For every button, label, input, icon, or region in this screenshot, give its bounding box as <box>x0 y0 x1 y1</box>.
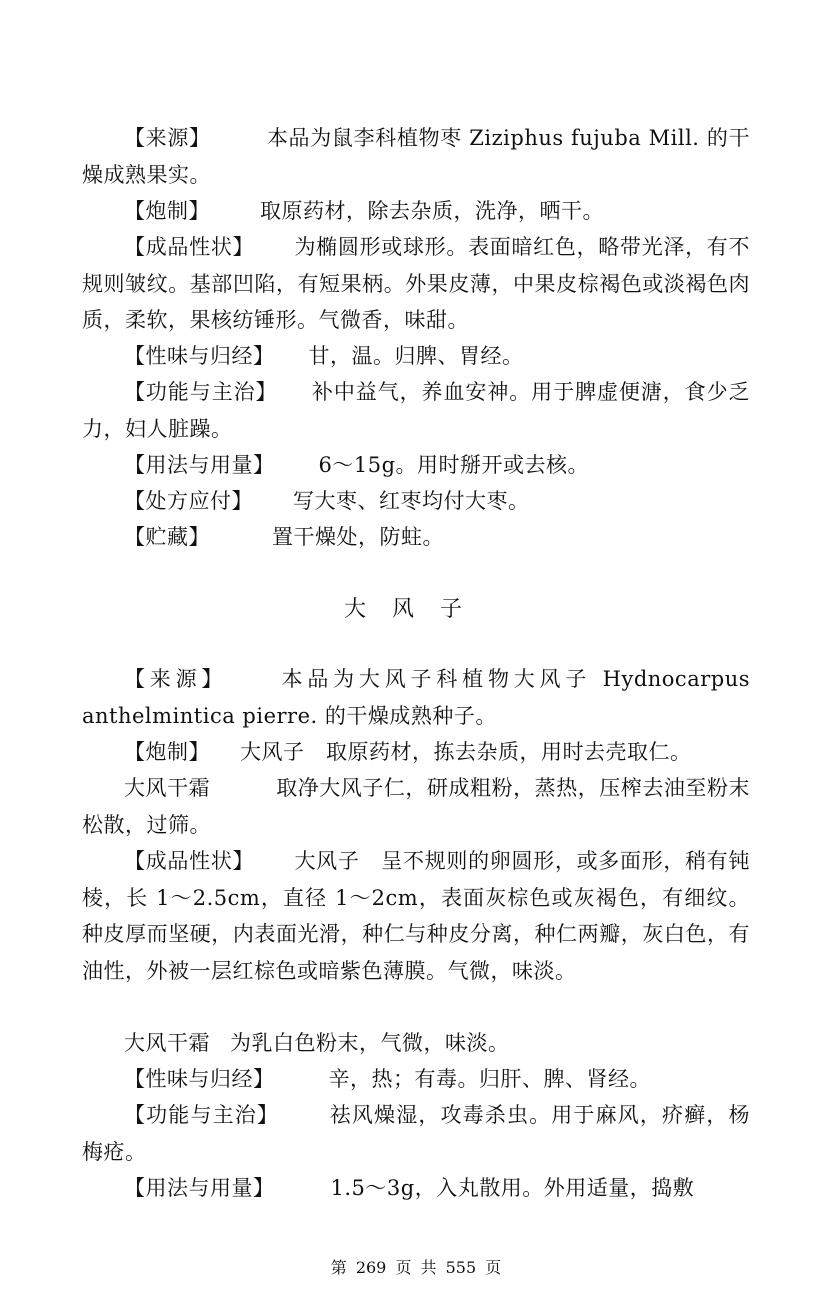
section-label: 【用法与用量】 <box>124 1176 275 1200</box>
section-text: 大风子 呈不规则的卵圆形，或多面形，稍有钝棱，长 1～2.5cm，直径 1～2cm，表面灰棕色或灰褐色，有细纹。种皮厚而坚硬，内表面光滑，种仁与种皮分离，种仁两瓣，灰白色，有油性，外被一层红棕色或暗紫色薄膜。气微，味淡。 <box>82 849 751 983</box>
section-text: 取净大风子仁，研成粗粉，蒸热，压榨去油至粉末松散，过筛。 <box>82 776 751 837</box>
section-label: 【成品性状】 <box>124 849 255 873</box>
paragraph-frost <box>82 770 750 843</box>
paragraph-function <box>82 374 750 447</box>
section-label: 大风干霜 <box>124 776 211 800</box>
paragraph-processing <box>82 193 750 230</box>
section-label: 【炮制】 <box>124 740 210 764</box>
section-text: 大风子 取原药材，拣去杂质，用时去壳取仁。 <box>240 740 692 764</box>
paragraph-source-2 <box>82 661 750 734</box>
section-label: 【性味与归经】 <box>124 344 275 368</box>
paragraph-appearance <box>82 229 750 339</box>
section-text: 本品为大风子科植物大风子 Hydnocarpus anthelmintica pierre. 的干燥成熟种子。 <box>82 667 750 728</box>
section-text: 置干燥处，防蛀。 <box>272 525 444 549</box>
section-text: 为椭圆形或球形。表面暗红色，略带光泽，有不规则皱纹。基部凹陷，有短果柄。外果皮薄，中果皮棕褐色或淡褐色肉质，柔软，果核纺锤形。气微香，味甜。 <box>82 235 751 332</box>
paragraph-appearance-2 <box>82 843 750 989</box>
section-label: 大风干霜 <box>124 1031 210 1055</box>
paragraph-frost-appearance <box>82 1025 750 1062</box>
page-footer: 第 269 页 共 555 页 <box>330 1258 502 1277</box>
entry-title: 大风子 <box>343 597 488 622</box>
section-text: 补中益气，养血安神。用于脾虚便溏，食少乏力，妇人脏躁。 <box>82 380 751 441</box>
section-label: 【处方应付】 <box>124 489 253 513</box>
section-text: 辛，热；有毒。归肝、脾、肾经。 <box>328 1067 651 1091</box>
paragraph-usage <box>82 447 750 484</box>
section-text: 祛风燥湿，攻毒杀虫。用于麻风，疥癣，杨梅疮。 <box>82 1103 750 1164</box>
section-label: 【功能与主治】 <box>124 380 278 404</box>
section-label: 【炮制】 <box>124 199 210 223</box>
paragraph-storage <box>82 519 750 556</box>
paragraph-property-2 <box>82 1061 750 1098</box>
paragraph-property <box>82 338 750 375</box>
paragraph-function-2 <box>82 1097 750 1170</box>
section-label: 【来源】 <box>124 126 211 150</box>
section-label: 【贮藏】 <box>124 525 210 549</box>
section-label: 【来源】 <box>124 667 228 691</box>
section-text: 本品为鼠李科植物枣 Ziziphus fujuba Mill. 的干燥成熟果实。 <box>82 126 750 187</box>
section-text: 6～15g。用时掰开或去核。 <box>318 453 590 477</box>
section-text: 1.5～3g，入丸散用。外用适量，捣敷 <box>330 1176 695 1200</box>
section-text: 甘，温。归脾、胃经。 <box>308 344 524 368</box>
paragraph-usage-2 <box>82 1170 750 1207</box>
section-text: 取原药材，除去杂质，洗净，晒干。 <box>260 199 604 223</box>
section-label: 【成品性状】 <box>124 235 255 259</box>
section-text: 写大枣、红枣均付大枣。 <box>293 489 530 513</box>
paragraph-processing-2 <box>82 734 750 771</box>
section-label: 【功能与主治】 <box>124 1103 280 1127</box>
paragraph-source <box>82 120 750 193</box>
section-label: 【性味与归经】 <box>124 1067 275 1091</box>
section-text: 为乳白色粉末，气微，味淡。 <box>230 1031 510 1055</box>
section-label: 【用法与用量】 <box>124 453 275 477</box>
paragraph-prescription <box>82 483 750 520</box>
